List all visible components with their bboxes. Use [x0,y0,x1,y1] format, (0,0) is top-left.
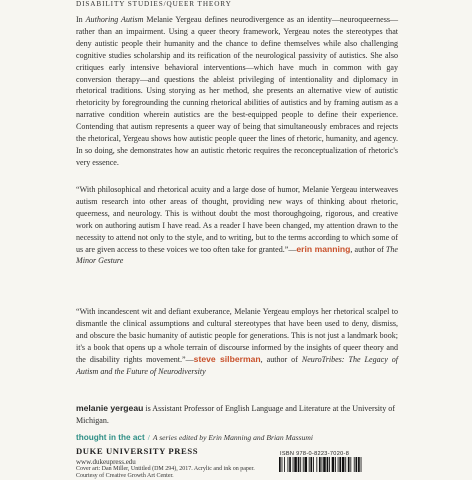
author-bio-text: is Assistant Professor of English Language and Literature at the University of Michigan. [76,404,395,425]
series-divider: / [147,433,150,442]
cover-art-credit: Cover art: Dan Miller, Untitled (DM 294), 2017. Acrylic and ink on paper. Courtesy of Creative Growth Art Center. [76,466,255,480]
series-description: A series edited by Erin Manning and Brian Massumi [152,433,313,442]
barcode-icon [278,457,400,472]
isbn-label: ISBN 978-0-8223-7020-8 [280,451,350,457]
endorsement-manning [76,184,398,267]
book-description [76,14,398,169]
endorser-name: erin manning [296,243,351,254]
endorser-affiliation-prefix: , author of [350,244,386,254]
publisher-url: www.dukeupress.edu [76,458,136,466]
endorser-name: steve silberman [193,353,261,364]
author-name: melanie yergeau [76,403,144,413]
author-bio [76,403,398,427]
endorsement-quote: “With incandescent wit and defiant exuberance, Melanie Yergeau employs her rhetorical scalpel to dismantle the clinical assumptions and cultural stereotypes that have been used to deny, dismiss, and obscure the basic humanity of autistic people for generations. This is not just a landmark book; it's a book that opens up a whole terrain of discourse informed by the insights of queer theory and the disability rights movement.”— [76,307,398,364]
description-text: Melanie Yergeau defines neurodivergence as an identity—neuroqueerness—rather than an impairment. Using a queer theory framework, Yergeau notes the stereotypes that deny autistic people their humanity and the chance to define themselves while also challenging cognitive studies scholarship and its reification of the neurological passivity of autistics. She also critiques early intensive behavioral interventions—which have much in common with gay conversion therapy—and questions the ableist privileging of intentionality and diplomacy in rhetorical traditions. Using storying as her method, she presents an alternative view of autistic rhetoricity by foregrounding the cunning rhetorical abilities of autistics and by framing autism as a narrative condition wherein autistics are the best-equipped people to define their experience. Contending that autism represents a queer way of being that simultaneously embraces and rejects the rhetorical, Yergeau shows how autistic people queer the lines of rhetoric, humanity, and agency. In so doing, she demonstrates how an autistic rhetoric requires the reconceptualization of rhetoric's very essence. [76,15,399,167]
endorser-book-title: NeuroTribes: The Legacy of Autism and the Future of Neurodiversity [76,354,399,376]
endorsement-quote: “With philosophical and rhetorical acuity and a large dose of humor, Melanie Yergeau interweaves autism research into other areas of thought, providing new ways of thinking about rhetoric, queerness, and neurology. This is without doubt the most thoroughgoing, rigorous, and creative work on authoring autism I have read. As a reader I have been changed, my attention drawn to the necessity to attend not only to the style, and to writing, but to the terms according to which some of us are given access to these voices we too often take for granted.”— [76,185,398,254]
series-name: thought in the act [76,433,145,442]
series-line [76,432,313,443]
endorser-book-title: The Minor Gesture [76,244,398,266]
endorser-affiliation-prefix: , author of [260,354,302,364]
publisher-name: DUKE UNIVERSITY PRESS [76,446,199,456]
endorsement-silberman [76,306,398,377]
category-label: DISABILITY STUDIES/QUEER THEORY [76,0,232,8]
book-title: Authoring Autism [85,15,144,24]
description-lead: In [76,15,86,24]
